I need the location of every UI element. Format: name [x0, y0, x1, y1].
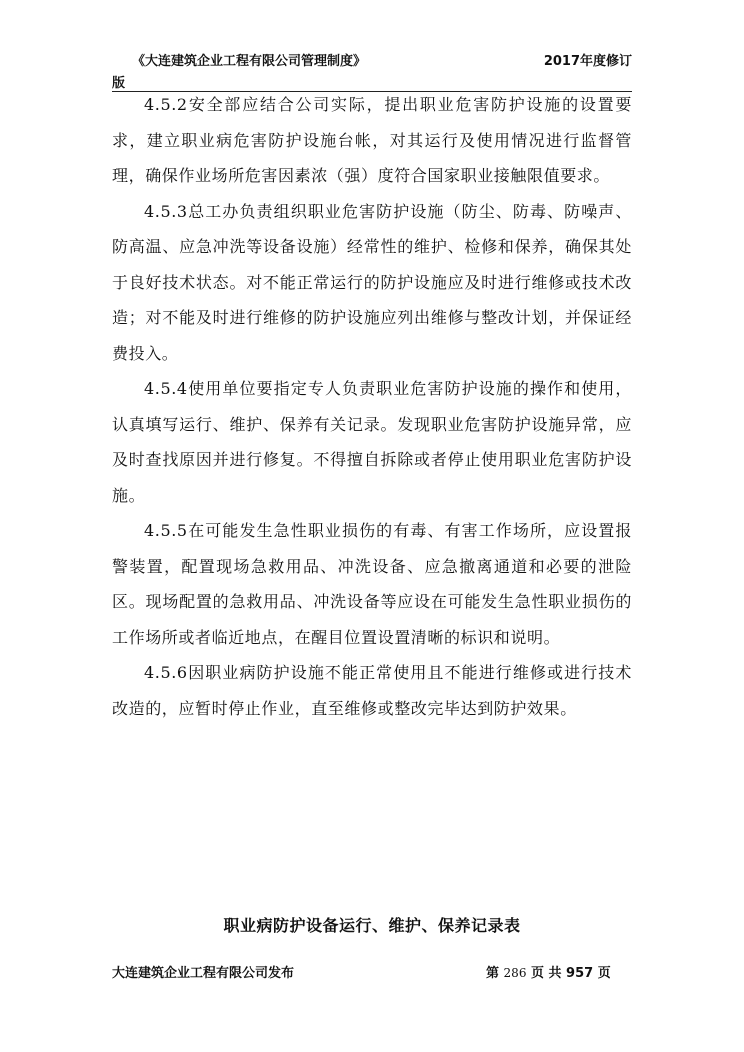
- record-table-title: 职业病防护设备运行、维护、保养记录表: [223, 916, 521, 935]
- footer-publisher: 大连建筑企业工程有限公司发布: [112, 966, 295, 981]
- paragraph-4-5-4: 4.5.4使用单位要指定专人负责职业危害防护设施的操作和使用，认真填写运行、维护、保养有关记录。发现职业危害防护设施异常，应及时查找原因并进行修复。不得擅自拆除或者停止使用职业危害防护设施。: [112, 379, 632, 505]
- page-current: 286: [503, 966, 527, 980]
- paragraph-4-5-6: 4.5.6因职业病防护设施不能正常使用且不能进行维修或进行技术改造的，应暂时停止作业，直至维修或整改完毕达到防护效果。: [112, 663, 632, 718]
- page-suffix: 页: [597, 966, 611, 981]
- paragraph-4-5-3: 4.5.3总工办负责组织职业危害防护设施（防尘、防毒、防噪声、防高温、应急冲洗等设备设施）经常性的维护、检修和保养，确保其处于良好技术状态。对不能正常运行的防护设施应及时进行维修或技术改造；对不能及时进行维修的防护设施应列出维修与整改计划，并保证经费投入。: [112, 201, 632, 363]
- page-mid: 页 共: [530, 966, 562, 981]
- header-revision: 2017年度修订: [543, 54, 632, 69]
- page-total: 957: [566, 966, 594, 981]
- paragraph-4-5-5: 4.5.5在可能发生急性职业损伤的有毒、有害工作场所，应设置报警装置，配置现场急救用品、冲洗设备、应急撤离通道和必要的泄险区。现场配置的急救用品、冲洗设备等应设在可能发生急性职业损伤的工作场所或者临近地点，在醒目位置设置清晰的标识和说明。: [112, 521, 632, 647]
- footer-page-number: [486, 962, 611, 981]
- document-body: [112, 87, 632, 726]
- header-revision-wrap: 版: [112, 76, 126, 91]
- page-prefix: 第: [486, 966, 500, 981]
- header-document-title: 《大连建筑企业工程有限公司管理制度》: [132, 54, 367, 69]
- paragraph-4-5-2: 4.5.2安全部应结合公司实际，提出职业危害防护设施的设置要求，建立职业病危害防护设施台帐，对其运行及使用情况进行监督管理，确保作业场所危害因素浓（强）度符合国家职业接触限值要求。: [112, 95, 632, 185]
